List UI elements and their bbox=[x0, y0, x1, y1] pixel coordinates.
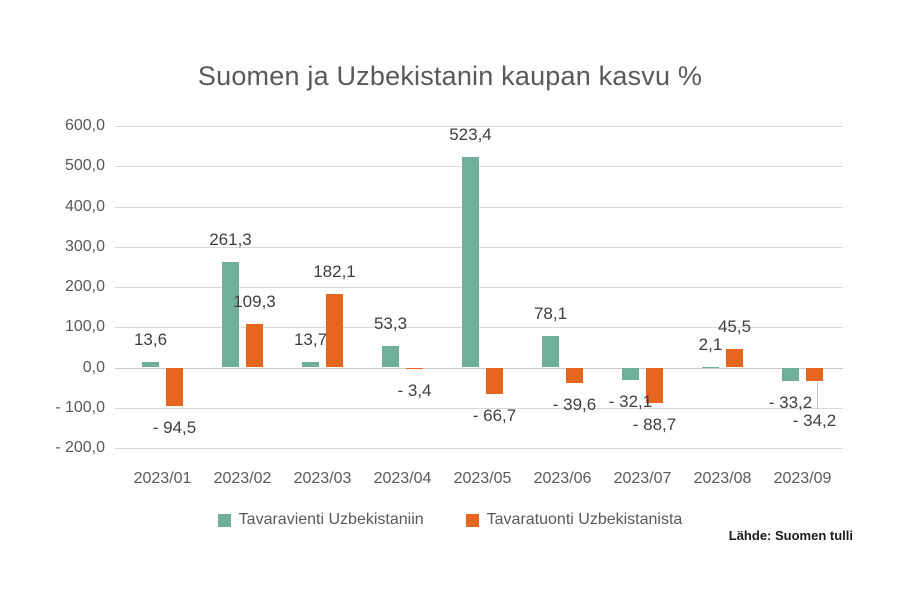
bar bbox=[246, 324, 263, 368]
data-label: 261,3 bbox=[209, 230, 252, 250]
data-label: - 66,7 bbox=[472, 406, 517, 426]
bar bbox=[382, 346, 399, 367]
y-axis-label: 500,0 bbox=[64, 157, 105, 175]
source-note: Lähde: Suomen tulli bbox=[728, 528, 853, 543]
plot-area bbox=[115, 126, 843, 448]
y-axis-label: 400,0 bbox=[64, 197, 105, 215]
data-label: 523,4 bbox=[449, 124, 492, 144]
legend bbox=[0, 511, 900, 529]
data-label: 109,3 bbox=[233, 291, 276, 311]
chart-title: Suomen ja Uzbekistanin kaupan kasvu % bbox=[197, 61, 703, 91]
data-label: - 39,6 bbox=[552, 395, 597, 415]
legend-item bbox=[218, 511, 424, 529]
gridline bbox=[115, 207, 843, 208]
legend-swatch-icon bbox=[466, 514, 479, 527]
x-axis-label: 2023/06 bbox=[533, 470, 592, 487]
legend-swatch-icon bbox=[218, 514, 231, 527]
data-label: - 88,7 bbox=[632, 415, 677, 435]
legend-label: Tavaravienti Uzbekistaniin bbox=[238, 511, 424, 528]
legend-item bbox=[466, 511, 683, 529]
bar bbox=[486, 368, 503, 395]
bar bbox=[222, 262, 239, 367]
bar bbox=[702, 367, 719, 368]
y-axis-label: 600,0 bbox=[64, 117, 105, 134]
legend-label: Tavaratuonti Uzbekistanista bbox=[486, 511, 683, 528]
y-axis-label: 200,0 bbox=[64, 278, 105, 295]
data-label: - 34,2 bbox=[792, 411, 837, 431]
x-axis-label: 2023/08 bbox=[693, 470, 752, 487]
bar bbox=[806, 368, 823, 382]
data-label: 2,1 bbox=[698, 334, 723, 354]
x-axis-label: 2023/03 bbox=[293, 470, 352, 487]
gridline bbox=[115, 166, 843, 167]
bar bbox=[622, 368, 639, 381]
data-label: 182,1 bbox=[313, 262, 356, 282]
data-label: 78,1 bbox=[533, 304, 568, 324]
x-axis-label: 2023/04 bbox=[373, 470, 432, 487]
zero-axis-line bbox=[115, 368, 843, 369]
bar bbox=[542, 336, 559, 367]
bar bbox=[142, 362, 159, 367]
data-label: 53,3 bbox=[373, 314, 408, 334]
data-label: 13,6 bbox=[133, 330, 168, 350]
x-axis-label: 2023/02 bbox=[213, 470, 272, 487]
bar bbox=[782, 368, 799, 381]
data-label: - 3,4 bbox=[397, 380, 432, 400]
y-axis-label: - 100,0 bbox=[55, 398, 105, 416]
bar bbox=[406, 368, 423, 369]
x-axis-label: 2023/07 bbox=[613, 470, 672, 487]
x-axis-label: 2023/01 bbox=[133, 470, 192, 487]
bar bbox=[166, 368, 183, 406]
x-axis-label: 2023/09 bbox=[773, 470, 832, 487]
x-axis-label: 2023/05 bbox=[453, 470, 512, 487]
bar bbox=[566, 368, 583, 384]
y-axis-label: 0,0 bbox=[82, 358, 105, 376]
data-label: - 32,1 bbox=[608, 392, 653, 412]
y-axis-label: 100,0 bbox=[64, 318, 105, 336]
bar bbox=[462, 157, 479, 368]
data-label: 45,5 bbox=[717, 317, 752, 337]
gridline bbox=[115, 448, 843, 449]
label-leader-line bbox=[817, 383, 818, 409]
y-axis-label: - 200,0 bbox=[55, 439, 105, 456]
y-axis-label: 300,0 bbox=[64, 237, 105, 255]
bar bbox=[302, 362, 319, 368]
data-label: - 33,2 bbox=[768, 392, 813, 412]
data-label: 13,7 bbox=[293, 329, 328, 349]
data-label: - 94,5 bbox=[152, 417, 197, 437]
